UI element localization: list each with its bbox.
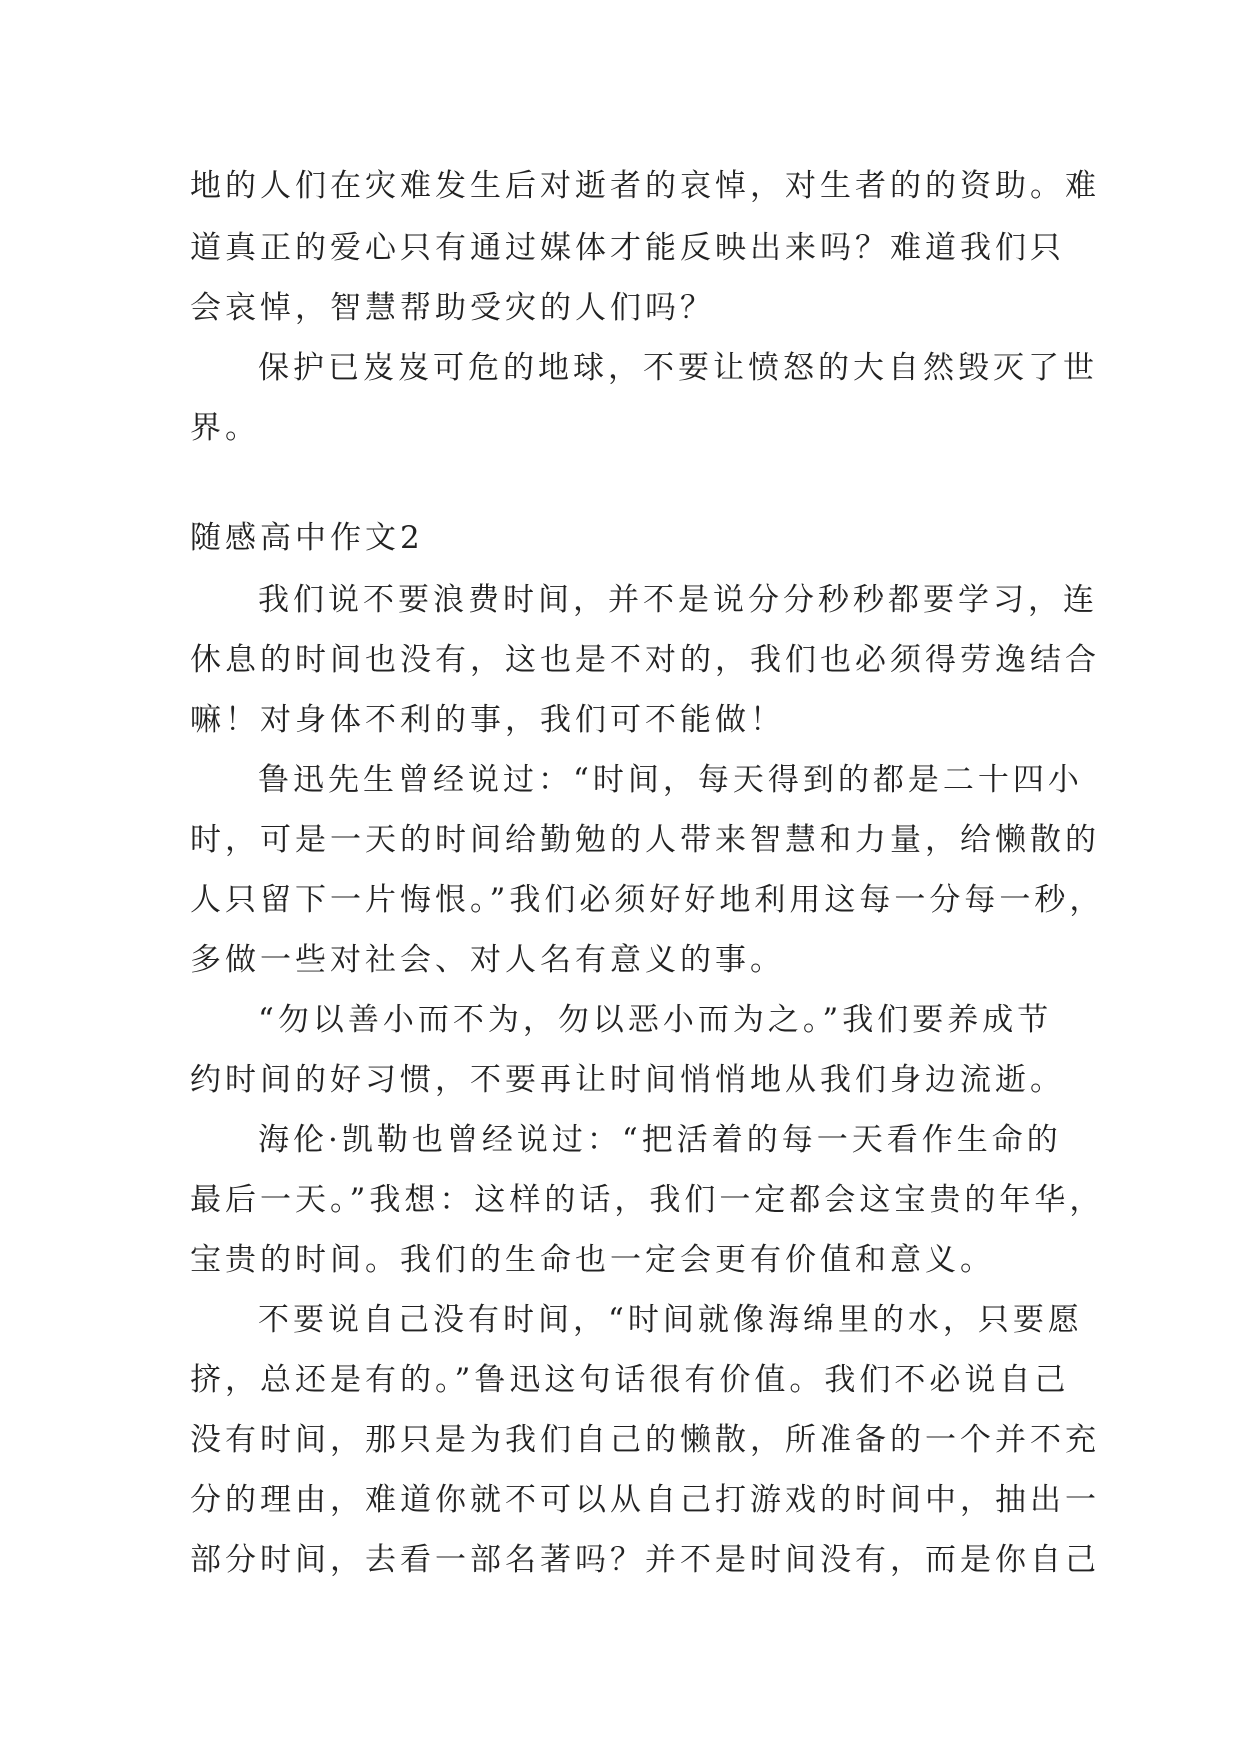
- text-line: 人只留下一片悔恨。”我们必须好好地利用这每一分每一秒，: [190, 882, 1105, 918]
- section-heading: 随感高中作文2: [190, 520, 424, 556]
- text-line: 界。: [190, 410, 260, 446]
- text-line: 时，可是一天的时间给勤勉的人带来智慧和力量，给懒散的: [190, 822, 1100, 858]
- text-line: 休息的时间也没有，这也是不对的，我们也必须得劳逸结合: [190, 642, 1100, 678]
- text-line: 多做一些对社会、对人名有意义的事。: [190, 942, 785, 978]
- text-line: 嘛！对身体不利的事，我们可不能做！: [190, 702, 785, 738]
- text-line: 道真正的爱心只有通过媒体才能反映出来吗？难道我们只: [190, 230, 1065, 266]
- paragraph-start-line: 我们说不要浪费时间，并不是说分分秒秒都要学习，连: [258, 582, 1098, 618]
- paragraph-start-line: 鲁迅先生曾经说过：“时间，每天得到的都是二十四小: [258, 762, 1083, 798]
- paragraph-start-line: “勿以善小而不为，勿以恶小而为之。”我们要养成节: [258, 1002, 1053, 1038]
- text-line: 分的理由，难道你就不可以从自己打游戏的时间中，抽出一: [190, 1482, 1100, 1518]
- text-line: 部分时间，去看一部名著吗？并不是时间没有，而是你自己: [190, 1542, 1100, 1578]
- paragraph-start-line: 保护已岌岌可危的地球，不要让愤怒的大自然毁灭了世: [258, 350, 1098, 386]
- paragraph-start-line: 不要说自己没有时间，“时间就像海绵里的水，只要愿: [258, 1302, 1083, 1338]
- text-line: 挤，总还是有的。”鲁迅这句话很有价值。我们不必说自己: [190, 1362, 1070, 1398]
- text-line: 没有时间，那只是为我们自己的懒散，所准备的一个并不充: [190, 1422, 1100, 1458]
- paragraph-start-line: 海伦·凯勒也曾经说过：“把活着的每一天看作生命的: [258, 1122, 1062, 1158]
- text-line: 地的人们在灾难发生后对逝者的哀悼，对生者的的资助。难: [190, 168, 1100, 204]
- text-line: 会哀悼，智慧帮助受灾的人们吗？: [190, 290, 715, 326]
- text-line: 约时间的好习惯，不要再让时间悄悄地从我们身边流逝。: [190, 1062, 1065, 1098]
- text-line: 宝贵的时间。我们的生命也一定会更有价值和意义。: [190, 1242, 995, 1278]
- text-line: 最后一天。”我想：这样的话，我们一定都会这宝贵的年华，: [190, 1182, 1105, 1218]
